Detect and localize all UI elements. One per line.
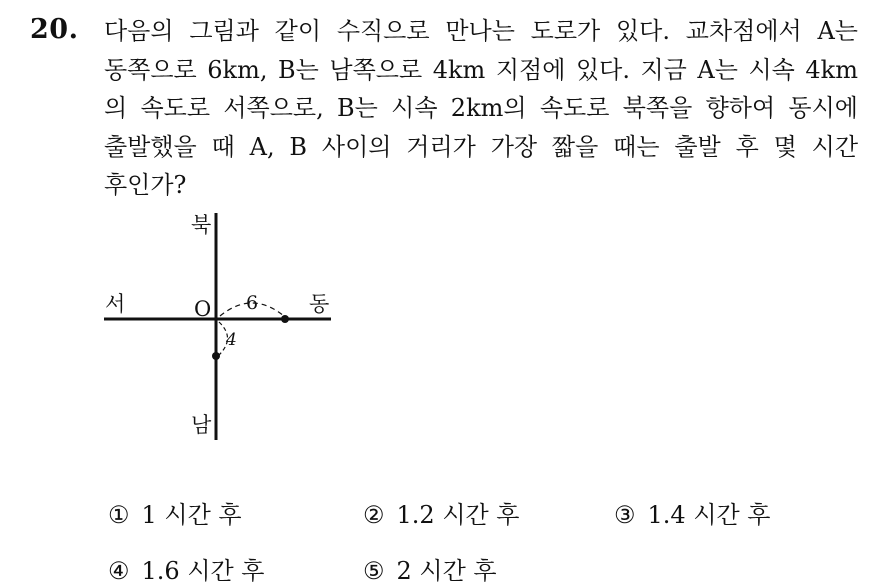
- choice-marker: ②: [363, 501, 385, 529]
- answer-choice-5[interactable]: [363, 554, 497, 588]
- east-distance-label: 6: [246, 292, 259, 314]
- answer-choice-3[interactable]: [614, 498, 771, 532]
- answer-choice-1[interactable]: [108, 498, 242, 532]
- choice-marker: ③: [614, 501, 636, 529]
- east-label: 동: [309, 292, 330, 316]
- choice-text: 1.6 시간 후: [141, 557, 265, 585]
- question-line: 다음의 그림과 같이 수직으로 만나는 도로가 있다. 교차점에서 A는: [104, 17, 858, 45]
- question-line: 동쪽으로 6km, B는 남쪽으로 4km 지점에 있다. 지금 A는 시속 4km: [104, 56, 858, 84]
- origin-label: O: [194, 297, 212, 321]
- question-line: 후인가?: [104, 171, 187, 199]
- question-line: 의 속도로 서쪽으로, B는 시속 2km의 속도로 북쪽을 향하여 동시에: [104, 94, 858, 122]
- point-a: [281, 315, 289, 323]
- choice-marker: ④: [108, 557, 130, 585]
- choice-marker: ⑤: [363, 557, 385, 585]
- south-distance-label: 4: [226, 330, 237, 350]
- south-label: 남: [191, 413, 212, 437]
- answer-choice-2[interactable]: [363, 498, 520, 532]
- choice-text: 2 시간 후: [396, 557, 497, 585]
- choice-text: 1 시간 후: [141, 501, 242, 529]
- question-line: 출발했을 때 A, B 사이의 거리가 가장 짧을 때는 출발 후 몇 시간: [104, 133, 858, 161]
- answer-choice-4[interactable]: [108, 554, 265, 588]
- choice-text: 1.2 시간 후: [396, 501, 520, 529]
- west-label: 서: [105, 292, 126, 316]
- choice-marker: ①: [108, 501, 130, 529]
- choice-text: 1.4 시간 후: [647, 501, 771, 529]
- point-b: [212, 352, 220, 360]
- question-number: 20.: [30, 14, 79, 45]
- north-label: 북: [191, 213, 212, 237]
